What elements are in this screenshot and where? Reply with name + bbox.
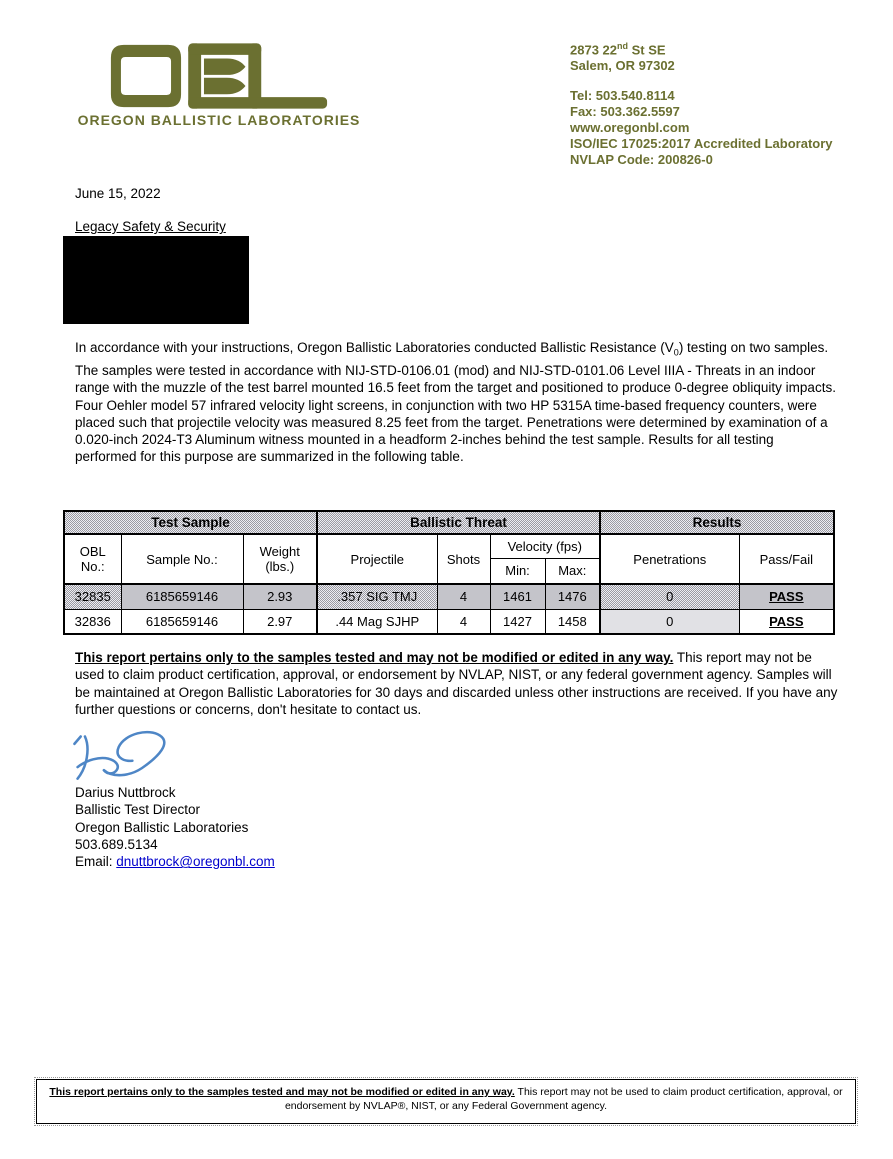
logo-caption: OREGON BALLISTIC LABORATORIES: [77, 112, 361, 128]
letter-body: [75, 339, 837, 466]
signatory-phone: 503.689.5134: [75, 836, 158, 852]
company-logo-block: [73, 42, 365, 128]
address-website: www.oregonbl.com: [570, 120, 690, 136]
col-header-penetrations: Penetrations: [600, 534, 739, 584]
signatory-email-line: [75, 853, 275, 870]
col-header-pass-fail: Pass/Fail: [739, 534, 834, 584]
address-accreditation: ISO/IEC 17025:2017 Accredited Laboratory: [570, 136, 833, 152]
email-label: Email:: [75, 854, 117, 870]
col-header-shots: Shots: [437, 534, 490, 584]
cell-penetrations: 0: [600, 584, 739, 609]
address-nvlap-code: NVLAP Code: 200826-0: [570, 152, 713, 168]
col-header-sample-no: Sample No.:: [121, 534, 243, 584]
redacted-address-box: [63, 236, 249, 324]
cell-sample-no: 6185659146: [121, 609, 243, 634]
company-address-block: [570, 38, 833, 168]
footer-disclaimer-rest: This report may not be used to claim product certification, approval, or endorsement by NVLAP®, NIST, or any Federal Government agency.: [284, 1086, 843, 1112]
methods-paragraph: The samples were tested in accordance with NIJ-STD-0106.01 (mod) and NIJ-STD-0101.06 Level IIIA - Threats in an indoor range with the muzzle of the test barrel mounted 16.5 feet from the target and positioned to produce 0-degree obliquity impacts. Four Oehler model 57 infrared velocity light screens, in conjunction with two HP 5315A time-based frequency counters, were placed such that projectile velocity was measured 8.25 feet from the target. Penetrations were determined by examination of a 0.020-inch 2024-T3 Aluminum witness mounted in a headform 2-inches behind the test sample. Results for all testing performed for this purpose are summarized in the following table.: [75, 362, 836, 465]
cell-velocity-min: 1461: [490, 584, 545, 609]
cell-projectile: .44 Mag SJHP: [317, 609, 437, 634]
signatory-title: Ballistic Test Director: [75, 802, 201, 818]
cell-velocity-max: 1458: [545, 609, 600, 634]
cell-pass-fail: [739, 584, 834, 609]
address-tel: Tel: 503.540.8114: [570, 88, 675, 104]
results-table: [63, 510, 835, 635]
col-header-obl-no: OBL No.:: [64, 534, 121, 584]
footer-disclaimer-box: [36, 1079, 856, 1124]
email-link[interactable]: dnuttbrock@oregonbl.com: [116, 854, 275, 870]
col-header-velocity: Velocity (fps): [490, 534, 600, 558]
group-header-test-sample: Test Sample: [64, 511, 317, 534]
col-header-max: Max:: [545, 558, 600, 584]
cell-weight: 2.97: [243, 609, 317, 634]
address-street: 2873 22nd St SE: [570, 41, 666, 58]
report-date: June 15, 2022: [75, 186, 161, 201]
recipient-name: Legacy Safety & Security: [75, 219, 226, 234]
col-header-weight: Weight (lbs.): [243, 534, 317, 584]
handwritten-signature-icon: [70, 727, 218, 785]
obl-logo-icon: [73, 42, 365, 110]
col-header-projectile: Projectile: [317, 534, 437, 584]
disclaimer-paragraph: [75, 649, 839, 718]
cell-penetrations: 0: [600, 609, 739, 634]
disclaimer-lead: This report pertains only to the samples tested and may not be modified or edited in any way.: [75, 650, 674, 665]
col-header-min: Min:: [490, 558, 545, 584]
cell-velocity-max: 1476: [545, 584, 600, 609]
address-fax: Fax: 503.362.5597: [570, 104, 680, 120]
disclaimer-rest: This report may not be used to claim product certification, approval, or endorsement by NVLAP, NIST, or any federal government agency. Samples will be maintained at Oregon Ballistic Laboratories for 30 days and discarded unless other instructions are received. If you have any further questions or concerns, don't hesitate to contact us.: [75, 650, 838, 717]
table-row: [64, 584, 834, 609]
address-city: Salem, OR 97302: [570, 58, 675, 74]
table-row: [64, 609, 834, 634]
cell-shots: 4: [437, 609, 490, 634]
pass-badge: PASS: [769, 613, 804, 629]
cell-obl-no: 32835: [64, 584, 121, 609]
intro-paragraph: In accordance with your instructions, Oregon Ballistic Laboratories conducted Ballistic Resistance $(V_0)$ testing on two samples.: [75, 340, 829, 358]
cell-pass-fail: [739, 609, 834, 634]
cell-sample-no: 6185659146: [121, 584, 243, 609]
group-header-ballistic-threat: Ballistic Threat: [317, 511, 600, 534]
signature-block: [75, 784, 275, 870]
cell-velocity-min: 1427: [490, 609, 545, 634]
cell-shots: 4: [437, 584, 490, 609]
cell-obl-no: 32836: [64, 609, 121, 634]
results-table-wrapper: [63, 510, 835, 635]
footer-disclaimer-lead: This report pertains only to the samples tested and may not be modified or edited in any way.: [49, 1086, 515, 1098]
cell-projectile: .357 SIG TMJ: [317, 584, 437, 609]
pass-badge: PASS: [769, 589, 804, 605]
cell-weight: 2.93: [243, 584, 317, 609]
signatory-name: Darius Nuttbrock: [75, 785, 176, 800]
group-header-results: Results: [600, 511, 834, 534]
signatory-company: Oregon Ballistic Laboratories: [75, 819, 249, 835]
